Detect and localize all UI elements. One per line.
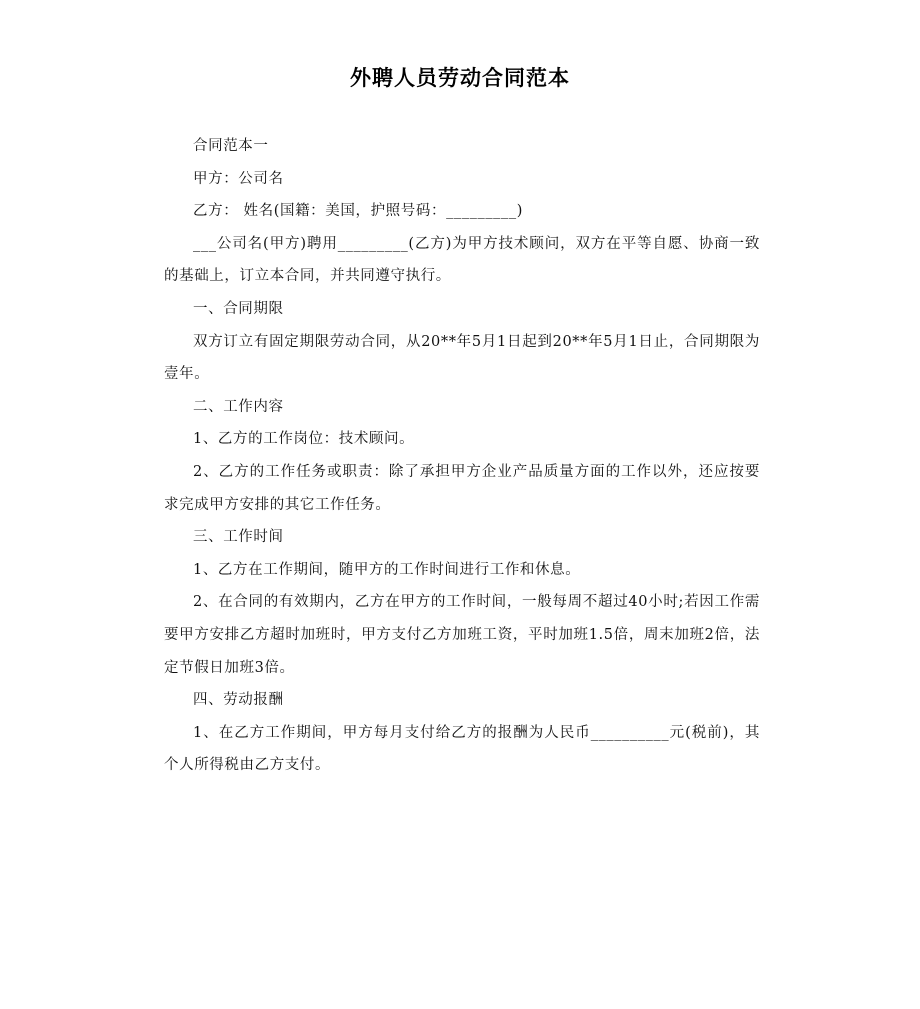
- paragraph-contract-term: 双方订立有固定期限劳动合同，从20**年5月1日起到20**年5月1日止，合同期限为壹年。: [164, 333, 760, 383]
- document-title: 外聘人员劳动合同范本: [350, 66, 570, 90]
- section-heading-remuneration: 四、劳动报酬: [193, 692, 284, 709]
- paragraph-working-hours-1: 1、乙方在工作期间，随甲方的工作时间进行工作和休息。: [193, 561, 581, 578]
- paragraph-party-b: 乙方： 姓名(国籍：美国，护照号码：_________): [193, 203, 523, 220]
- section-heading-working-hours: 三、工作时间: [193, 529, 284, 546]
- section-heading-work-content: 二、工作内容: [193, 398, 284, 415]
- paragraph-party-a: 甲方：公司名: [193, 170, 284, 187]
- section-heading-contract-term: 一、合同期限: [193, 300, 284, 317]
- paragraph-remuneration-1: 1、在乙方工作期间，甲方每月支付给乙方的报酬为人民币__________元(税前)，其个人所得税由乙方支付。: [164, 724, 760, 774]
- paragraph-contract-sample-label: 合同范本一: [193, 138, 269, 154]
- paragraph-preamble: ___公司名(甲方)聘用_________(乙方)为甲方技术顾问，双方在平等自愿、协商一致的基础上，订立本合同，并共同遵守执行。: [164, 235, 760, 285]
- paragraph-work-position: 1、乙方的工作岗位：技术顾问。: [193, 431, 415, 448]
- paragraph-work-duties: 2、乙方的工作任务或职责：除了承担甲方企业产品质量方面的工作以外，还应按要求完成甲方安排的其它工作任务。: [164, 463, 760, 513]
- paragraph-working-hours-2: 2、在合同的有效期内，乙方在甲方的工作时间，一般每周不超过40小时;若因工作需要甲方安排乙方超时加班时，甲方支付乙方加班工资，平时加班1.5倍，周末加班2倍，法定节假日加班3倍。: [164, 594, 760, 676]
- document-body: [164, 130, 760, 782]
